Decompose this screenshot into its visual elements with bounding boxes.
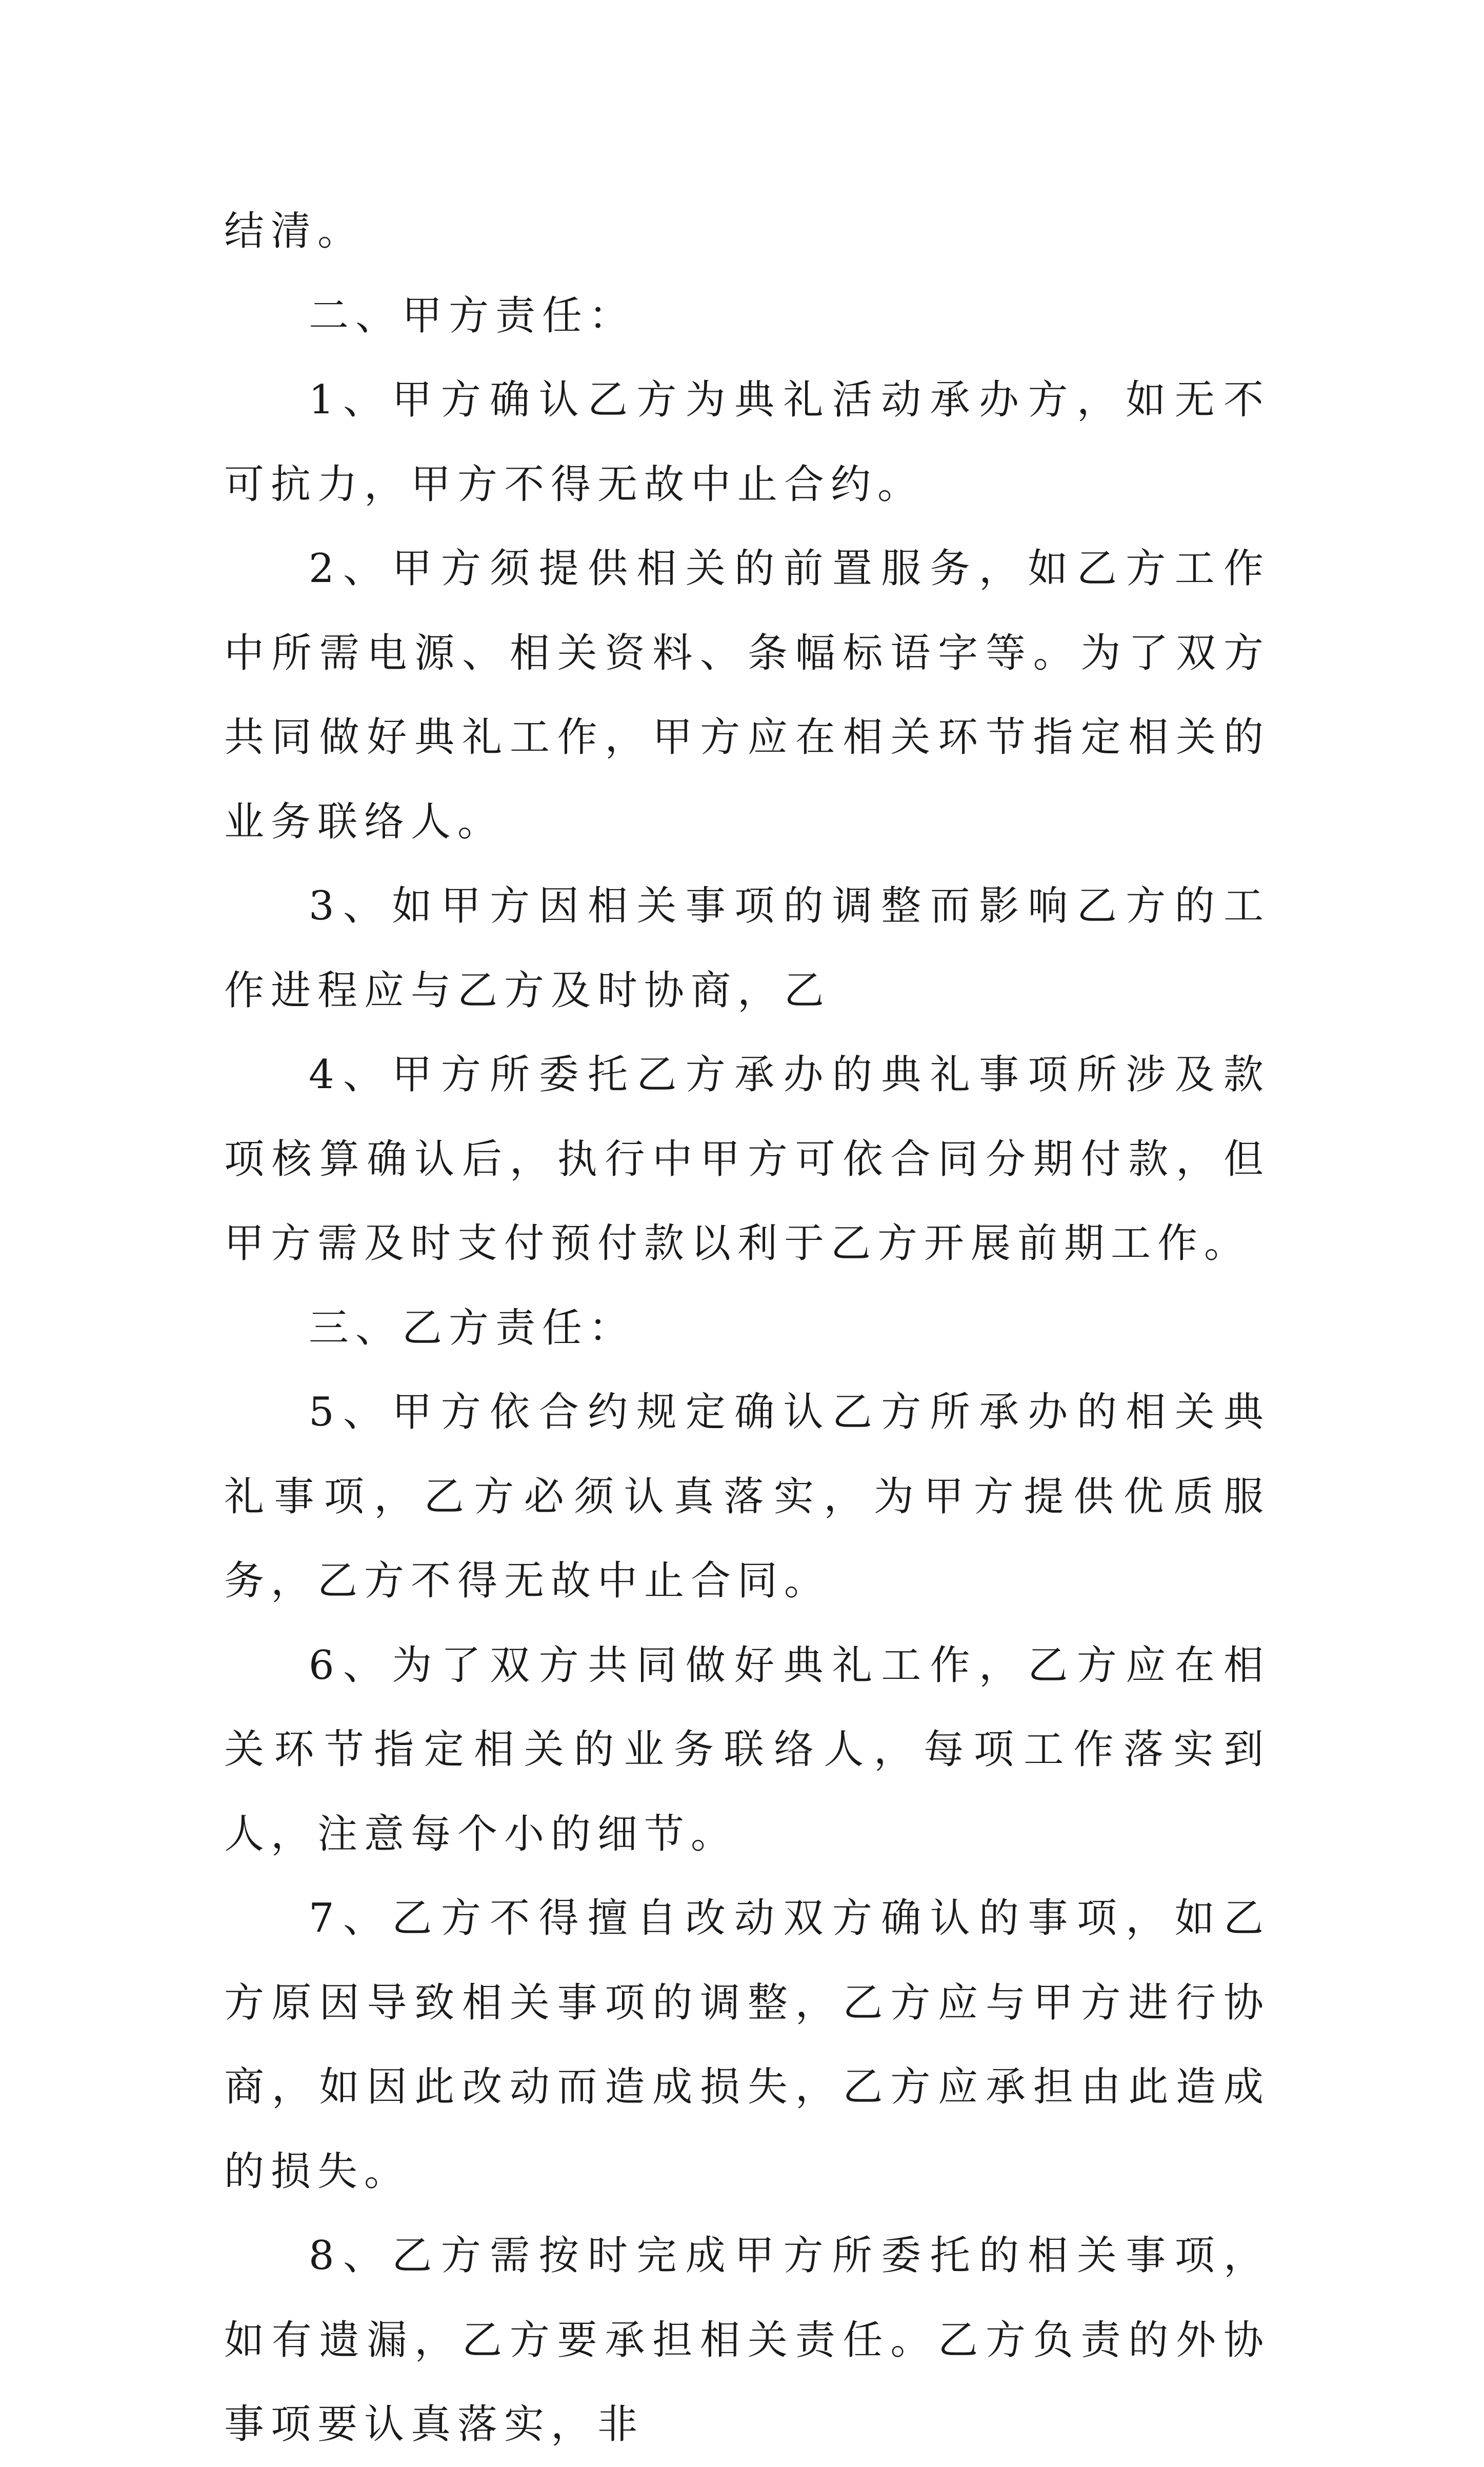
clause-4: 4、甲方所委托乙方承办的典礼事项所涉及款项核算确认后，执行中甲方可依合同分期付款，但甲方需及时支付预付款以利于乙方开展前期工作。 bbox=[224, 1052, 1270, 1267]
clause-8: 8、乙方需按时完成甲方所委托的相关事项，如有遗漏，乙方要承担相关责任。乙方负责的外协事项要认真落实，非 bbox=[224, 2233, 1270, 2448]
section-heading-party-a: 二、甲方责任： bbox=[309, 292, 636, 339]
paragraph-continuation: 结清。 bbox=[224, 208, 365, 254]
clause-2: 2、甲方须提供相关的前置服务，如乙方工作中所需电源、相关资料、条幅标语字等。为了双方共同做好典礼工作，甲方应在相关环节指定相关的业务联络人。 bbox=[224, 546, 1270, 845]
clause-5: 5、甲方依合约规定确认乙方所承办的相关典礼事项，乙方必须认真落实，为甲方提供优质服务，乙方不得无故中止合同。 bbox=[224, 1389, 1270, 1604]
clause-3: 3、如甲方因相关事项的调整而影响乙方的工作进程应与乙方及时协商，乙 bbox=[224, 883, 1270, 1014]
section-heading-party-b: 三、乙方责任： bbox=[309, 1305, 636, 1351]
clause-7: 7、乙方不得擅自改动双方确认的事项，如乙方原因导致相关事项的调整，乙方应与甲方进行协商，如因此改动而造成损失，乙方应承担由此造成的损失。 bbox=[224, 1895, 1270, 2195]
clause-6: 6、为了双方共同做好典礼工作，乙方应在相关环节指定相关的业务联络人，每项工作落实到人，注意每个小的细节。 bbox=[224, 1642, 1270, 1857]
clause-1: 1、甲方确认乙方为典礼活动承办方，如无不可抗力，甲方不得无故中止合约。 bbox=[224, 377, 1270, 508]
document-body bbox=[224, 189, 1270, 2467]
